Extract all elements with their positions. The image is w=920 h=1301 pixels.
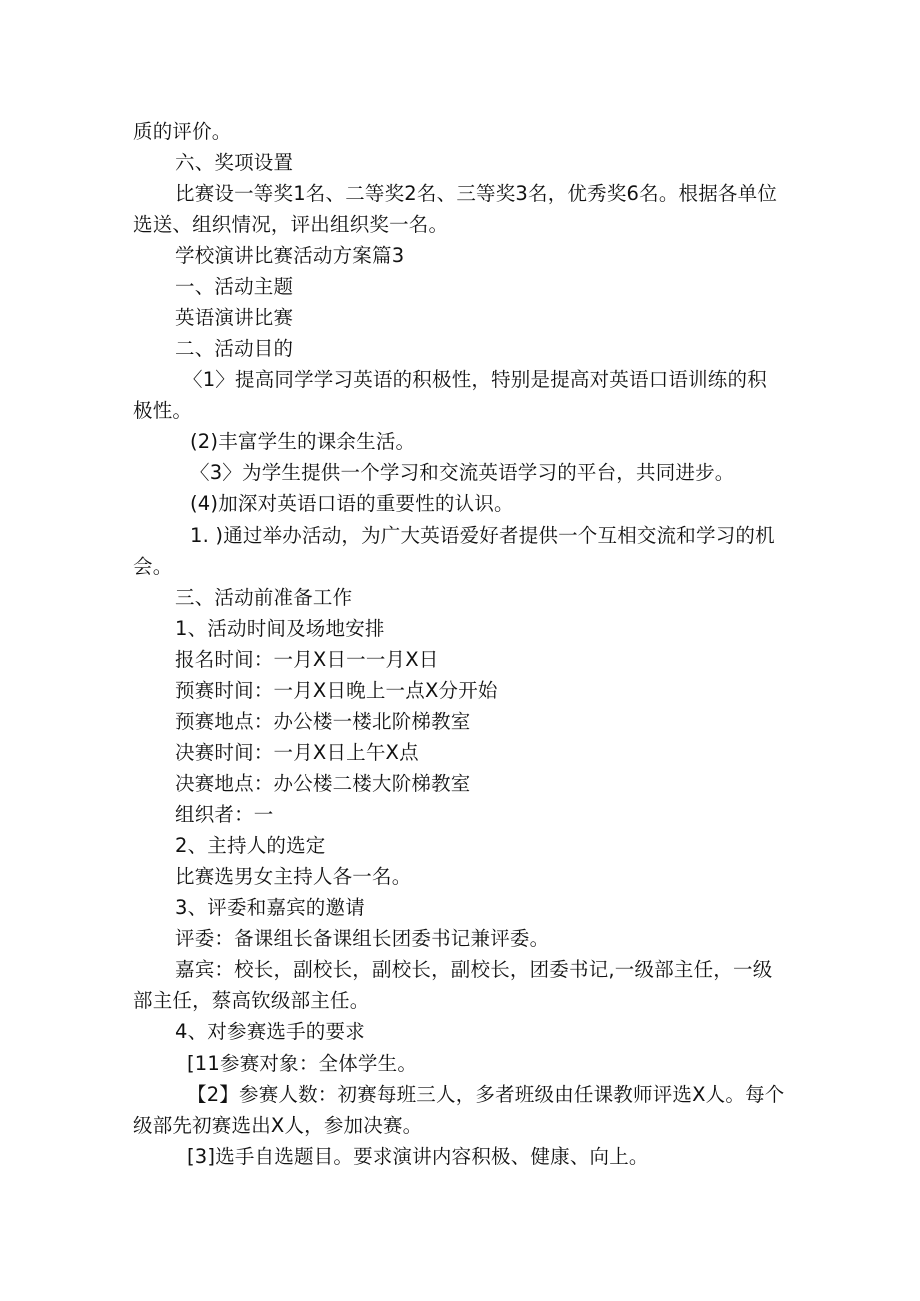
list-item: 1. )通过举办活动，为广大英语爱好者提供一个互相交流和学习的机 [190, 524, 775, 547]
section-heading: 三、活动前准备工作 [175, 586, 353, 609]
list-item: 〈1〉提高同学学习英语的积极性，特别是提高对英语口语训练的积 [183, 368, 767, 391]
text-line: 决赛地点：办公楼二楼大阶梯教室 [175, 772, 471, 795]
text-line: 比赛设一等奖1名、二等奖2名、三等奖3名，优秀奖6名。根据各单位 [175, 182, 778, 205]
list-item: (4)加深对英语口语的重要性的认识。 [190, 492, 514, 515]
list-item: [11参赛对象：全体学生。 [187, 1052, 418, 1075]
section-heading: 六、奖项设置 [175, 151, 294, 174]
plan-title: 学校演讲比赛活动方案篇3 [175, 244, 405, 267]
sub-heading: 2、主持人的选定 [175, 834, 326, 857]
text-line: 组织者：一 [175, 803, 274, 826]
list-item: 【2】参赛人数：初赛每班三人，多者班级由任课教师评选X人。每个 [187, 1083, 785, 1106]
text-line: 选送、组织情况，评出组织奖一名。 [133, 213, 449, 236]
text-line: 英语演讲比赛 [175, 306, 294, 329]
sub-heading: 4、对参赛选手的要求 [175, 1020, 365, 1043]
sub-heading: 3、评委和嘉宾的邀请 [175, 896, 365, 919]
text-line: 嘉宾：校长，副校长，副校长，副校长，团委书记,一级部主任，一级 [175, 958, 773, 981]
list-item: [3]选手自选题目。要求演讲内容积极、健康、向上。 [187, 1145, 649, 1168]
section-heading: 一、活动主题 [175, 275, 294, 298]
text-line: 报名时间：一月X日一一月X日 [175, 648, 439, 671]
text-line: 部主任，蔡高钦级部主任。 [133, 989, 370, 1012]
text-line: 预赛地点：办公楼一楼北阶梯教室 [175, 710, 471, 733]
text-line: 评委：备课组长备课组长团委书记兼评委。 [175, 927, 550, 950]
list-item: (2)丰富学生的课余生活。 [190, 430, 416, 453]
text-line: 极性。 [133, 399, 193, 422]
section-heading: 二、活动目的 [175, 337, 294, 360]
text-line: 决赛时间：一月X日上午X点 [175, 741, 419, 764]
text-line: 比赛选男女主持人各一名。 [175, 865, 412, 888]
text-line: 预赛时间：一月X日晚上一点X分开始 [175, 679, 498, 702]
list-item: 〈3〉为学生提供一个学习和交流英语学习的平台，共同进步。 [190, 461, 735, 484]
sub-heading: 1、活动时间及场地安排 [175, 617, 385, 640]
text-line: 会。 [133, 555, 173, 578]
text-line: 级部先初赛选出X人，参加决赛。 [133, 1114, 423, 1137]
text-line: 质的评价。 [133, 120, 232, 143]
